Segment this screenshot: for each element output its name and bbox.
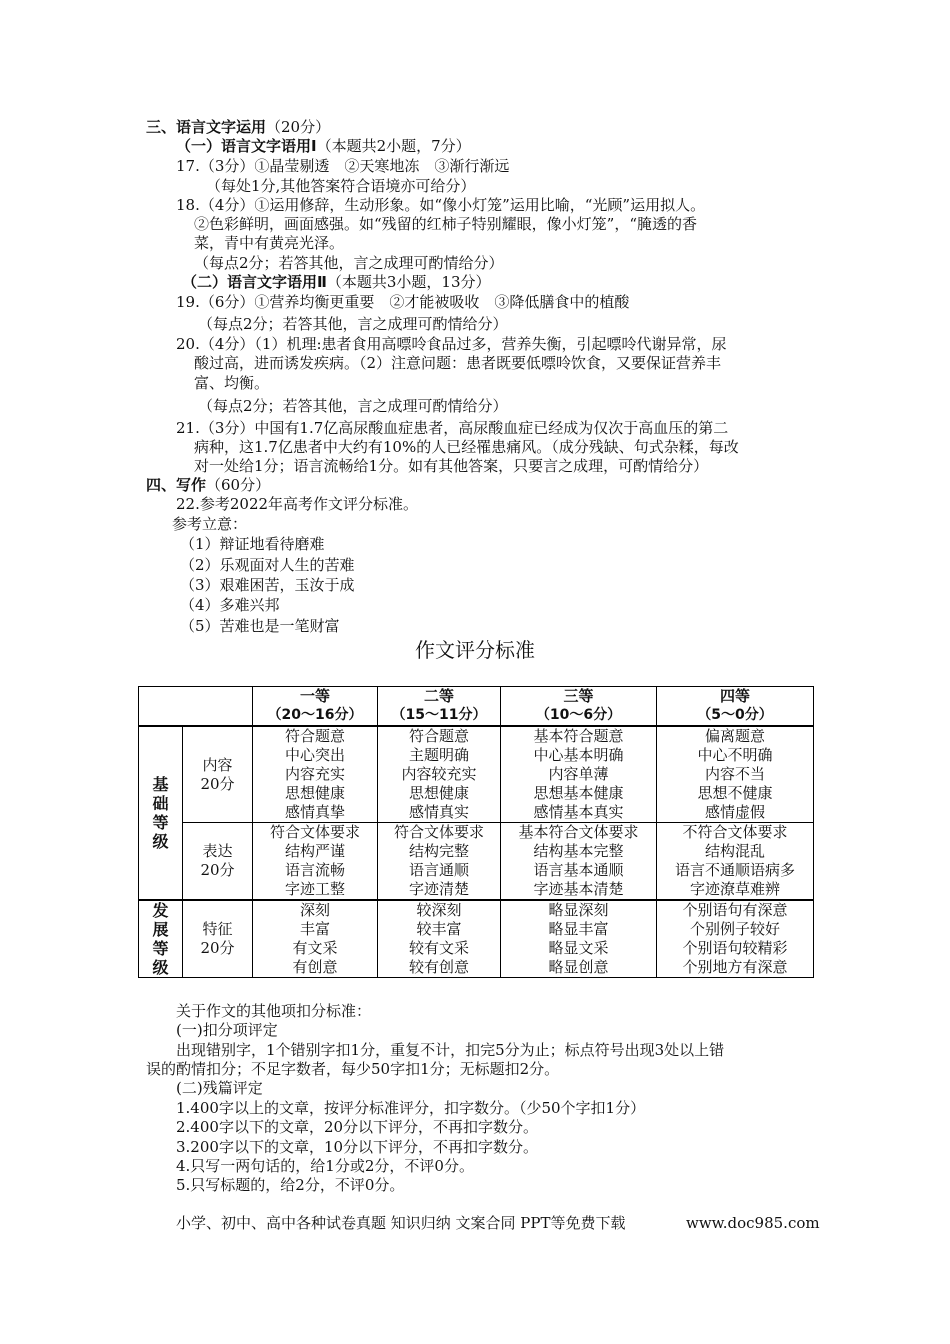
label-char: 展 [152,920,169,939]
criterion: 字迹清楚 [408,880,469,898]
criterion: 有文采 [292,939,338,957]
criterion: 基本符合题意 [533,727,624,745]
q17-answer: 17.（3分）①晶莹剔透 ②天寒地冻 ③渐行渐远 [176,157,510,175]
incomplete-item: 4.只写一两句话的，给1分或2分，不评0分。 [176,1157,474,1175]
part2-title: （二）语言文字语用Ⅱ [182,273,327,291]
q19-note: （每点2分；若答其他，言之成理可酌情给分） [198,315,508,333]
feature-label [183,900,253,978]
item-name: 内容 [202,755,233,774]
table-row-feature [139,900,814,978]
q20-note: （每点2分；若答其他，言之成理可酌情给分） [198,397,508,415]
criteria-cell [657,726,814,823]
idea-item: （4）多难兴邦 [180,596,280,614]
grade-header [378,687,501,727]
reference-label: 参考立意： [172,515,248,533]
section3-score: （20分） [266,118,331,136]
criterion: 较有创意 [408,958,469,976]
criteria-cell [253,726,378,823]
criterion: 感情真挚 [284,803,345,821]
criterion: 感情虚假 [704,803,765,821]
criterion: 深刻 [299,901,330,919]
criterion: 结构严谨 [284,842,345,860]
q17-note: （每处1分,其他答案符合语境亦可给分） [206,177,476,195]
criteria-cell [253,900,378,978]
criterion: 不符合文体要求 [682,823,788,841]
q18-line2: ②色彩鲜明，画面感强。如“残留的红柿子特别耀眼，像小灯笼”，“腌透的香 [194,215,698,233]
part1-heading [176,137,471,156]
development-level-label [139,900,183,978]
part2-note: （本题共3小题，13分） [326,273,491,291]
criterion: 略显文采 [548,939,609,957]
criterion: 内容充实 [284,765,345,783]
q18-line3: 菜，青中有黄亮光泽。 [194,234,345,252]
criteria-cell [501,900,657,978]
criterion: 较有文采 [408,939,469,957]
criterion: 个别语句有深意 [682,901,788,919]
criterion: 感情真实 [408,803,469,821]
criterion: 符合文体要求 [393,823,484,841]
part2-heading [182,273,491,292]
criterion: 有创意 [292,958,338,976]
incomplete-title: (二)残篇评定 [176,1079,263,1097]
criterion: 思想不健康 [697,784,773,802]
criterion: 较丰富 [416,920,462,938]
label-char: 级 [152,832,169,851]
section4-heading [146,476,270,495]
table-corner-cell [139,687,253,727]
grade-name: 四等 [719,687,750,705]
criterion: 个别语句较精彩 [682,939,788,957]
criterion: 思想基本健康 [533,784,624,802]
incomplete-item: 5.只写标题的，给2分，不评0分。 [176,1176,405,1194]
part1-title: （一）语言文字语用Ⅰ [176,137,317,155]
criterion: 基本符合文体要求 [518,823,639,841]
grade-name: 二等 [423,687,454,705]
q20-line1: 20.（4分）（1）机理:患者食用高嘌呤食品过多，营养失衡，引起嘌呤代谢异常，尿 [176,335,727,353]
q20-line2: 酸过高，进而诱发疾病。（2）注意问题：患者既要低嘌呤饮食，又要保证营养丰 [194,354,722,372]
section4-score: （60分） [206,476,271,494]
criterion: 中心突出 [284,746,345,764]
criterion: 感情基本真实 [533,803,624,821]
criterion: 思想健康 [408,784,469,802]
criterion: 语言通顺 [408,861,469,879]
grading-table [138,686,814,978]
criterion: 字迹潦草难辨 [689,880,780,898]
label-char: 发 [152,901,169,920]
criteria-cell [378,726,501,823]
footer-website-link[interactable]: www.doc985.com [686,1214,820,1232]
criterion: 结构混乱 [704,842,765,860]
criterion: 结构完整 [408,842,469,860]
item-score: 20分 [200,939,235,957]
idea-item: （2）乐观面对人生的苦难 [180,556,355,574]
grade-header [657,687,814,727]
criterion: 内容单薄 [548,765,609,783]
q19-answer: 19.（6分）①营养均衡更重要 ②才能被吸收 ③降低膳食中的植酸 [176,293,630,311]
other-intro: 关于作文的其他项扣分标准： [176,1002,372,1020]
label-char: 级 [152,958,169,977]
criterion: 中心基本明确 [533,746,624,764]
grade-name: 一等 [299,687,330,705]
criterion: 中心不明确 [697,746,773,764]
part1-note: （本题共2小题，7分） [316,137,471,155]
grade-range: （15～11分） [391,707,487,723]
idea-item: （1）辩证地看待磨难 [180,535,325,553]
q20-line3: 富、均衡。 [194,374,270,392]
q18-note: （每点2分；若答其他，言之成理可酌情给分） [194,254,504,272]
criterion: 语言不通顺语病多 [674,861,795,879]
label-char: 等 [152,939,169,958]
grade-name: 三等 [563,687,594,705]
criteria-cell [657,823,814,901]
table-row-expression [139,823,814,901]
item-score: 20分 [200,774,235,793]
deduction-line1: 出现错别字，1个错别字扣1分，重复不计，扣完5分为止；标点符号出现3处以上错 [176,1041,725,1059]
item-name: 表达 [202,842,233,860]
q18-line1: 18.（4分）①运用修辞，生动形象。如“像小灯笼”运用比喻，“光顾”运用拟人。 [176,196,706,214]
criterion: 略显丰富 [548,920,609,938]
incomplete-item: 3.200字以下的文章，10分以下评分，不再扣字数分。 [176,1138,539,1156]
section3-heading [146,118,330,137]
section3-title: 三、语言文字运用 [146,118,267,136]
criterion: 丰富 [299,920,330,938]
basic-level-label [139,726,183,900]
table-title: 作文评分标准 [415,638,535,662]
content-label [183,726,253,823]
criterion: 字迹基本清楚 [533,880,624,898]
criterion: 略显创意 [548,958,609,976]
grade-header [253,687,378,727]
q21-line3: 对一处给1分；语言流畅给1分。如有其他答案，只要言之成理，可酌情给分） [194,457,709,475]
section4-title: 四、写作 [146,476,207,494]
criterion: 语言基本通顺 [533,861,624,879]
criterion: 内容不当 [704,765,765,783]
criterion: 偏离题意 [704,727,765,745]
criterion: 略显深刻 [548,901,609,919]
criterion: 语言流畅 [284,861,345,879]
deduction-line2: 误的酌情扣分；不足字数者，每少50字扣1分；无标题扣2分。 [146,1060,560,1078]
idea-item: （5）苦难也是一笔财富 [180,617,340,635]
criterion: 思想健康 [284,784,345,802]
item-score: 20分 [200,861,235,879]
incomplete-item: 2.400字以下的文章，20分以下评分，不再扣字数分。 [176,1118,539,1136]
label-char: 基 [152,775,169,794]
criterion: 较深刻 [416,901,462,919]
item-name: 特征 [202,920,233,938]
criterion: 字迹工整 [284,880,345,898]
grade-header [501,687,657,727]
criteria-cell [501,726,657,823]
criterion: 主题明确 [408,746,469,764]
criterion: 符合题意 [408,727,469,745]
criteria-cell [657,900,814,978]
criteria-cell [378,900,501,978]
criteria-cell [501,823,657,901]
q21-line1: 21.（3分）中国有1.7亿高尿酸血症患者，高尿酸血症已经成为仅次于高血压的第二 [176,419,729,437]
label-char: 础 [152,794,169,813]
q22-text: 22.参考2022年高考作文评分标准。 [176,495,419,513]
expression-label [183,823,253,901]
grade-range: （5～0分） [697,707,773,723]
footer-text: 小学、初中、高中各种试卷真题 知识归纳 文案合同 PPT等免费下载 [176,1214,626,1232]
criteria-cell [378,823,501,901]
grade-range: （20～16分） [267,707,363,723]
table-header-row [139,687,814,727]
criterion: 符合文体要求 [269,823,360,841]
criterion: 内容较充实 [401,765,477,783]
q21-line2: 病种，这1.7亿患者中大约有10%的人已经罹患痛风。（成分残缺、句式杂糅，每改 [194,438,739,456]
deduction-title: (一)扣分项评定 [176,1021,278,1039]
criterion: 符合题意 [284,727,345,745]
criterion: 结构基本完整 [533,842,624,860]
criterion: 个别例子较好 [689,920,780,938]
grade-range: （10～6分） [535,707,622,723]
incomplete-item: 1.400字以上的文章，按评分标准评分，扣字数分。（少50个字扣1分） [176,1099,646,1117]
table-row-content [139,726,814,823]
label-char: 等 [152,813,169,832]
criterion: 个别地方有深意 [682,958,788,976]
criteria-cell [253,823,378,901]
idea-item: （3）艰难困苦，玉汝于成 [180,576,355,594]
